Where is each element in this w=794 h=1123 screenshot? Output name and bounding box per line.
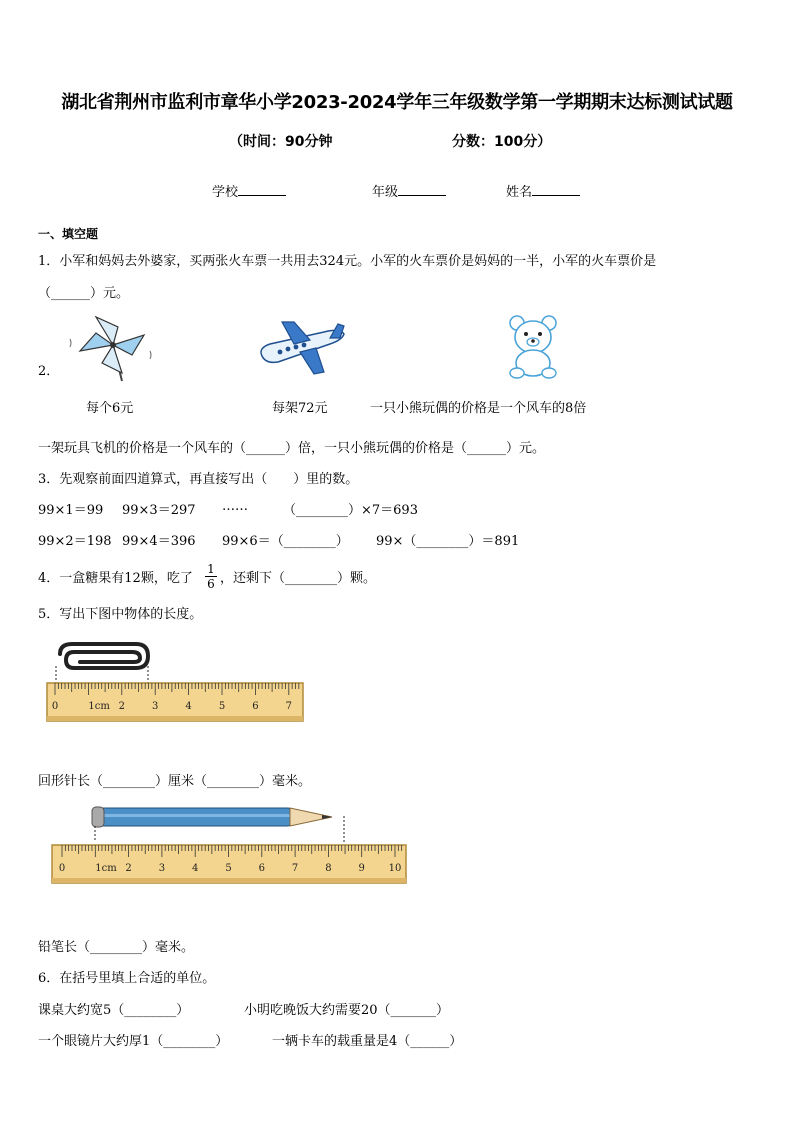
q3-row1-b: 99×3＝297 xyxy=(122,503,196,518)
section-title: 一、填空题 xyxy=(38,227,99,241)
ruler-1-label: 2 xyxy=(118,701,125,712)
q4-text-after: ，还剩下（________）颗。 xyxy=(220,571,377,586)
name-blank[interactable] xyxy=(532,183,580,196)
q3-row1-a: 99×1＝99 xyxy=(38,503,104,518)
q5-intro: 5．写出下图中物体的长度。 xyxy=(38,607,203,622)
q3-row2-c: 99×6＝（________） xyxy=(222,534,349,549)
grade-blank[interactable] xyxy=(398,183,446,196)
ruler-1-label: 6 xyxy=(252,701,259,712)
ruler-1-label: 5 xyxy=(218,701,226,712)
ruler-2-label: 2 xyxy=(125,863,132,874)
page-title: 湖北省荆州市监利市章华小学2023-2024学年三年级数学第一学期期末达标测试试题 xyxy=(61,92,733,113)
name-label: 姓名 xyxy=(506,185,533,200)
exam-time: （时间：90分钟 xyxy=(229,134,333,150)
grade-field xyxy=(372,181,446,200)
pencil-answer: 铅笔长（________）毫米。 xyxy=(38,940,195,955)
ruler-2-label: 3 xyxy=(158,863,166,874)
ruler-2-label: 9 xyxy=(358,863,365,874)
fraction xyxy=(205,562,217,591)
grade-label: 年级 xyxy=(372,185,399,200)
ruler-2-label: 4 xyxy=(192,863,199,874)
ruler-1-label: 7 xyxy=(285,701,292,712)
ruler-1 xyxy=(46,682,304,722)
ruler-2-label: 7 xyxy=(291,863,299,874)
q6-item-3: 一个眼镜片大约厚1（________） xyxy=(38,1034,229,1049)
ruler-1-label: 1cm xyxy=(88,701,110,712)
school-label: 学校 xyxy=(212,185,239,200)
plane-caption: 每架72元 xyxy=(272,401,328,416)
pinwheel-icon xyxy=(66,313,156,383)
ruler-2-label: 8 xyxy=(325,863,332,874)
name-field xyxy=(506,181,580,200)
q6-intro: 6．在括号里填上合适的单位。 xyxy=(38,971,216,986)
teddy-bear-icon xyxy=(503,313,563,381)
q2-question: 一架玩具飞机的价格是一个风车的（______）倍，一只小熊玩偶的价格是（______）元。 xyxy=(38,441,546,456)
fraction-denominator: 6 xyxy=(205,576,217,591)
ruler-2-label: 6 xyxy=(258,863,265,874)
q6-item-1: 课桌大约宽5（________） xyxy=(38,1003,190,1018)
ruler-1-label: 4 xyxy=(185,701,192,712)
q1-line2: （______）元。 xyxy=(38,286,130,301)
ruler-1-label: 3 xyxy=(152,701,159,712)
q3-row1-c: …… xyxy=(222,499,248,514)
q3-row2-b: 99×4＝396 xyxy=(122,534,196,549)
q3-intro: 3．先观察前面四道算式，再直接写出（ ）里的数。 xyxy=(38,472,359,487)
q6-item-2: 小明吃晚饭大约需要20（_______） xyxy=(244,1003,450,1018)
exam-score: 分数：100分） xyxy=(452,134,552,150)
q1-line1: 1．小军和妈妈去外婆家，买两张火车票一共用去324元。小军的火车票价是妈妈的一半，小军的火车票价是 xyxy=(38,254,657,269)
q3-row1-d: （________）×7＝693 xyxy=(283,503,418,518)
ruler-2-label: 0 xyxy=(58,863,66,874)
ruler-2-label: 5 xyxy=(225,863,232,874)
pencil-icon xyxy=(86,802,348,842)
ruler-2-label: 1cm xyxy=(95,863,117,874)
pinwheel-caption: 每个6元 xyxy=(86,401,134,416)
q3-row2-d: 99×（________）＝891 xyxy=(376,534,520,549)
fraction-numerator: 1 xyxy=(207,562,215,576)
school-blank[interactable] xyxy=(238,183,286,196)
q6-item-4: 一辆卡车的载重量是4（______） xyxy=(272,1034,463,1049)
school-field xyxy=(212,181,286,200)
paperclip-icon xyxy=(50,636,160,686)
ruler-2-label: 10 xyxy=(388,863,402,874)
q4-text-before: 4．一盒糖果有12颗，吃了 xyxy=(38,571,193,586)
ruler-2 xyxy=(51,844,407,884)
q2-number: 2． xyxy=(38,364,60,379)
q3-row2-a: 99×2＝198 xyxy=(38,534,112,549)
airplane-icon xyxy=(254,318,350,380)
ruler-1-label: 0 xyxy=(51,701,59,712)
bear-caption: 一只小熊玩偶的价格是一个风车的8倍 xyxy=(370,401,587,416)
clip-answer: 回形针长（________）厘米（________）毫米。 xyxy=(38,774,312,789)
